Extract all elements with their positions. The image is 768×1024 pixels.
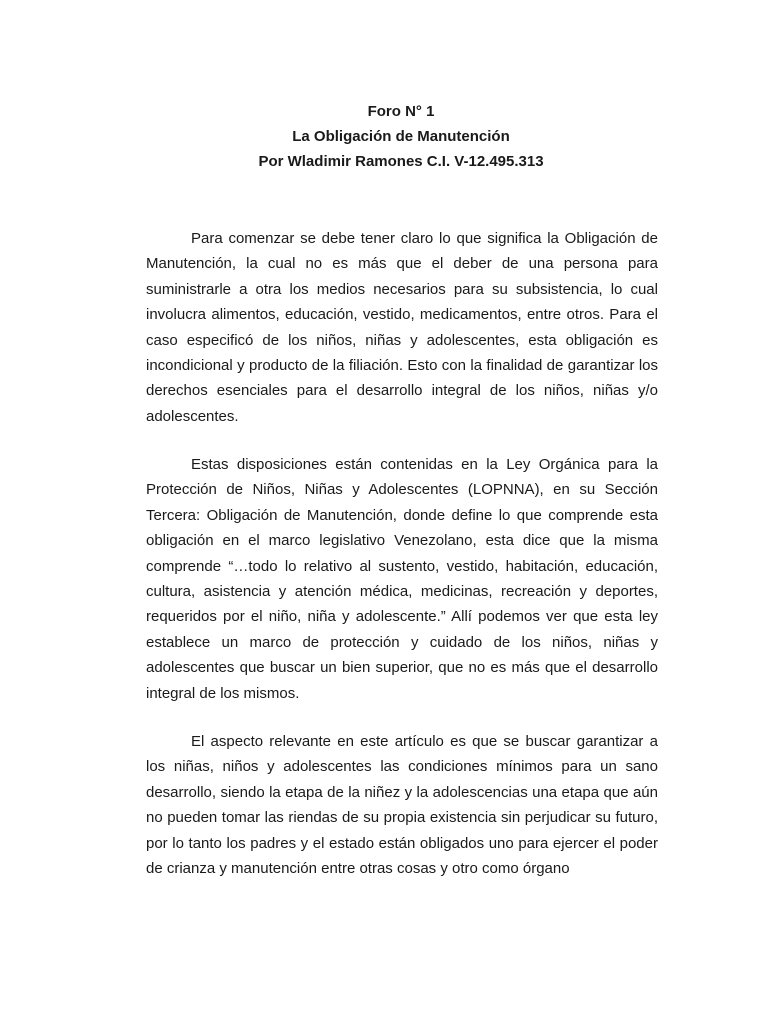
paragraph-text: Para comenzar se debe tener claro lo que significa la Obligación de Manutención, la cual no es más que el deber de una persona para suministrarle a otra los medios necesarios para su subsistencia, lo cual involucra alimentos, educación, vestido, medicamentos, entre otros. Para el caso especificó de los niños, niñas y adolescentes, esta obligación es incondicional y producto de la filiación. Esto con la finalidad de garantizar los derechos esenciales para el desarrollo integral de los niños, niñas y/o adolescentes. xyxy=(146,230,658,425)
body-paragraph-1 xyxy=(146,226,658,429)
body-paragraph-2 xyxy=(146,452,658,706)
forum-number-title: Foro N° 1 xyxy=(367,103,435,120)
document-title: La Obligación de Manutención xyxy=(292,128,510,145)
document-header xyxy=(0,99,768,174)
author-line: Por Wladimir Ramones C.I. V-12.495.313 xyxy=(258,153,544,170)
paragraph-text: El aspecto relevante en este artículo es que se buscar garantizar a los niñas, niños y adolescentes las condiciones mínimos para un sano desarrollo, siendo la etapa de la niñez y la adolescencias una etapa que aún no pueden tomar las riendas de su propia existencia sin perjudicar su futuro, por lo tanto los padres y el estado están obligados uno para ejercer el poder de crianza y manutención entre otras cosas y otro como órgano xyxy=(146,733,658,878)
body-paragraph-3 xyxy=(146,729,658,881)
paragraph-text: Estas disposiciones están contenidas en la Ley Orgánica para la Protección de Niños, Niñas y Adolescentes (LOPNNA), en su Sección Tercera: Obligación de Manutención, donde define lo que comprende esta obligación en el marco legislativo Venezolano, esta dice que la misma comprende “…todo lo relativo al sustento, vestido, habitación, educación, cultura, asistencia y atención médica, medicinas, recreación y deportes, requeridos por el niño, niña y adolescente.” Allí podemos ver que esta ley establece un marco de protección y cuidado de los niños, niñas y adolescentes que buscar un bien superior, que no es más que el desarrollo integral de los mismos. xyxy=(146,456,658,702)
